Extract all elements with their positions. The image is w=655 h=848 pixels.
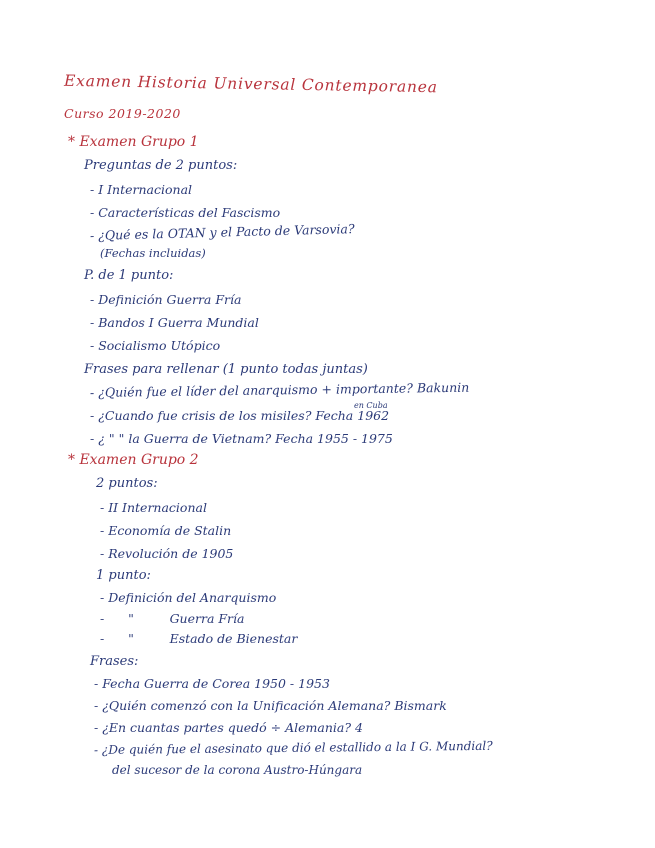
group-1-phrases-heading: Frases para rellenar (1 punto todas juntas) xyxy=(84,362,368,377)
group-1-two-point-item: - I Internacional xyxy=(90,182,193,197)
group-2-title: * Examen Grupo 2 xyxy=(68,452,199,468)
group-1-title: * Examen Grupo 1 xyxy=(68,134,199,150)
group-1-one-point-heading: P. de 1 punto: xyxy=(84,268,174,283)
course-year: Curso 2019-2020 xyxy=(64,106,181,121)
group-1-phrase: - ¿Quién fue el líder del anarquismo + importante? Bakunin xyxy=(89,379,470,400)
group-2-two-point-item: - II Internacional xyxy=(100,500,207,515)
group-1-two-point-item-note: (Fechas incluidas) xyxy=(100,246,206,260)
group-1-two-point-item: - ¿Qué es la OTAN y el Pacto de Varsovia? xyxy=(89,221,355,243)
group-2-one-point-item: - " Guerra Fría xyxy=(100,611,245,626)
group-2-phrases-heading: Frases: xyxy=(90,654,139,669)
group-2-two-point-heading: 2 puntos: xyxy=(96,476,158,491)
group-2-two-point-item: - Revolución de 1905 xyxy=(100,546,234,561)
group-2-one-point-item: - Definición del Anarquismo xyxy=(100,590,277,605)
group-2-one-point-item: - " Estado de Bienestar xyxy=(100,631,298,646)
group-1-phrase: - ¿Cuando fue crisis de los misiles? Fecha 1962 xyxy=(90,408,390,423)
group-2-phrase-continuation: del sucesor de la corona Austro-Húngara xyxy=(112,763,363,777)
group-1-one-point-item: - Socialismo Utópico xyxy=(90,338,221,353)
group-2-phrase: - ¿De quién fue el asesinato que dió el estallido a la I G. Mundial? xyxy=(93,738,493,757)
group-2-phrase: - ¿Quién comenzó con la Unificación Alemana? Bismark xyxy=(94,698,447,713)
group-1-phrase-annotation: en Cuba xyxy=(354,401,388,410)
group-2-two-point-item: - Economía de Stalin xyxy=(100,523,232,538)
group-1-phrase: - ¿ " " la Guerra de Vietnam? Fecha 1955 - 1975 xyxy=(90,431,393,446)
document-title: Examen Historia Universal Contemporanea xyxy=(63,71,438,97)
group-1-one-point-item: - Definición Guerra Fría xyxy=(90,292,242,307)
group-1-two-point-heading: Preguntas de 2 puntos: xyxy=(84,158,238,173)
group-2-phrase: - Fecha Guerra de Corea 1950 - 1953 xyxy=(94,676,330,691)
group-1-one-point-item: - Bandos I Guerra Mundial xyxy=(90,315,259,330)
group-1-two-point-item: - Características del Fascismo xyxy=(90,205,281,220)
group-2-phrase: - ¿En cuantas partes quedó ÷ Alemania? 4 xyxy=(94,720,363,735)
group-2-one-point-heading: 1 punto: xyxy=(96,568,151,583)
